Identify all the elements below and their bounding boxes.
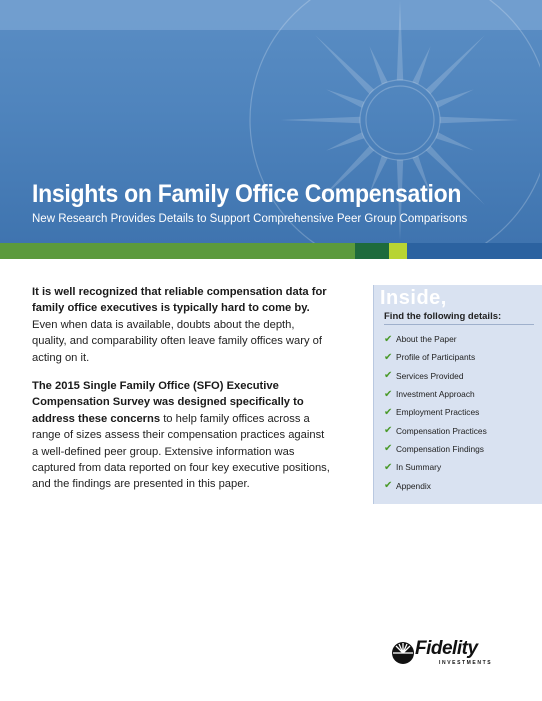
starburst-ray [436,89,474,107]
starburst-ray [397,0,403,80]
fidelity-sunburst-icon [391,640,415,664]
check-icon: ✔ [384,351,393,363]
contents-item-label: Appendix [396,480,431,491]
inside-title: Inside, [380,287,447,309]
stripe-lime [389,243,407,259]
check-icon: ✔ [384,333,393,345]
contents-item-label: Services Provided [396,370,464,381]
starburst-ray [412,46,430,84]
inside-contents-box [373,285,542,504]
intro-paragraph-1 [32,284,332,366]
contents-item[interactable] [384,330,487,348]
check-icon: ✔ [384,370,393,382]
contents-item-label: Profile of Participants [396,352,476,363]
contents-item-label: In Summary [396,462,442,473]
check-icon: ✔ [384,461,393,473]
starburst-ray [369,46,387,84]
starburst-ray [326,89,364,107]
logo-tagline: INVESTMENTS [439,660,493,666]
paragraph-1-lead: It is well recognized that reliable compensation data for family office executives is typically hard to come by. [32,286,327,315]
starburst-ray [440,117,520,123]
paragraph-2-lead: The 2015 Single Family Office (SFO) Executive Compensation Survey was designed specifically to address these concerns [32,380,304,425]
check-icon: ✔ [384,443,393,455]
contents-item-label: Employment Practices [396,407,480,418]
check-icon: ✔ [384,480,393,492]
stripe-blue [407,243,542,259]
contents-item[interactable] [384,440,487,458]
intro-paragraph-2 [32,378,332,493]
starburst-ray [326,132,364,150]
starburst-ray [280,117,360,123]
color-stripe [0,243,542,259]
contents-item-label: Investment Approach [396,389,475,400]
inside-subtitle: Find the following details: [384,311,534,325]
contents-item-label: About the Paper [396,334,457,345]
fidelity-logo [391,640,515,664]
starburst-ray [436,132,474,150]
contents-item-label: Compensation Findings [396,443,484,454]
intro-text [32,284,332,505]
check-icon: ✔ [384,388,393,400]
contents-list [384,330,487,495]
header-banner [0,0,542,243]
page-title: Insights on Family Office Compensation [32,180,462,208]
logo-wordmark: Fidelity [415,638,478,659]
check-icon: ✔ [384,406,393,418]
check-icon: ✔ [384,425,393,437]
contents-item[interactable] [384,385,487,403]
paragraph-1-rest: Even when data is available, doubts about the depth, quality, and comparability often leave family offices wary of acting on it. [32,318,322,364]
contents-item[interactable] [384,458,487,476]
contents-item[interactable] [384,348,487,366]
contents-item[interactable] [384,476,487,494]
contents-item[interactable] [384,403,487,421]
starburst-ray [315,35,374,94]
starburst-ray [426,35,485,94]
stripe-dark-green [355,243,389,259]
contents-item[interactable] [384,421,487,439]
contents-item-label: Compensation Practices [396,425,487,436]
paragraph-2-rest: to help family offices across a range of sizes assess their compensation practices against a well-defined peer group. Extensive information was captured from data reported on four key executive positions, and the findings are presented in this paper. [32,412,330,491]
contents-item[interactable] [384,367,487,385]
page-subtitle: New Research Provides Details to Support Comprehensive Peer Group Comparisons [32,213,468,225]
